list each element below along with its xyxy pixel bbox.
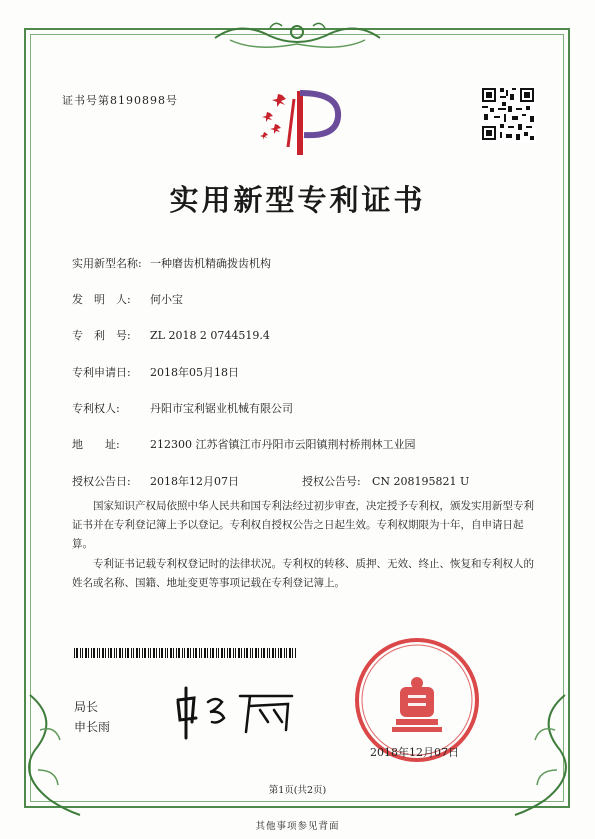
barcode-bar [278,648,279,658]
barcode-bar [199,648,200,658]
barcode-bar [190,648,191,658]
barcode-bar [142,648,143,658]
barcode-bar [176,648,177,658]
barcode-bar [93,648,95,658]
barcode-bar [235,648,236,658]
barcode-bar [221,648,223,658]
field-inventor [72,291,183,307]
field-value: 何小宝 [150,293,183,306]
barcode-bar [119,648,121,658]
barcode-bar [241,648,242,658]
right-bottom-ornament [505,690,575,820]
barcode-bar [76,648,78,658]
barcode-bar [224,648,225,658]
barcode-bar [210,648,211,658]
barcode-bar [125,648,126,658]
barcode-bar [150,648,151,658]
grant-statement-paragraph: 国家知识产权局依照中华人民共和国专利法经过初步审查，决定授予专利权，颁发实用新型专利证书并在专利登记簿上予以登记。专利权自授权公告之日起生效。专利权期限为十年，自申请日起算。 [72,500,534,550]
barcode-bar [80,648,81,658]
barcode-bar [82,648,83,658]
barcode-bar [116,648,117,658]
field-value: 2018年12月07日 [150,475,239,488]
barcode-bar [167,648,168,658]
barcode-bar [295,648,296,658]
barcode-bar [233,648,234,658]
barcode-bar [184,648,185,658]
top-ornament [210,18,385,58]
field-label: 授权公告号: [302,475,361,488]
page-number: 第1页(共2页) [268,785,327,796]
field-value: 一种磨齿机精确拨齿机构 [150,257,271,270]
qr-code [480,86,536,142]
barcode-bar [153,648,155,658]
barcode-bar [244,648,245,658]
barcode-bar [156,648,157,658]
barcode-bar [97,648,98,658]
barcode-bar [195,648,197,658]
field-label: 专利权人: [72,402,120,415]
field-label: 授权公告日: [72,475,131,488]
barcode-bar [286,648,287,658]
barcode-bar [85,648,87,658]
barcode-bar [218,648,219,658]
barcode-bar [275,648,276,658]
cnipa-logo [252,85,348,157]
barcode-bar [133,648,134,658]
barcode-bar [267,648,268,658]
barcode-bar [250,648,251,658]
barcode-bar [122,648,123,658]
barcode-bar [280,648,282,658]
barcode-bar [269,648,270,658]
field-value: CN 208195821 U [372,475,470,488]
barcode-bar [229,648,231,658]
barcode-bar [161,648,163,658]
field-label: 专利申请日: [72,366,131,379]
barcode-bar [136,648,138,658]
barcode-bar [246,648,248,658]
barcode-bar [144,648,146,658]
document-title: 实用新型专利证书 [169,183,426,217]
barcode-bar [272,648,274,658]
barcode-bar [255,648,257,658]
barcode-bar [292,648,293,658]
barcode-bar [159,648,160,658]
legal-status-paragraph: 专利证书记载专利权登记时的法律状况。专利权的转移、质押、无效、终止、恢复和专利权人的姓名或名称、国籍、地址变更等事项记载在专利登记簿上。 [72,558,534,589]
barcode-bar [227,648,228,658]
barcode-bar [102,648,104,658]
barcode-bar [173,648,174,658]
barcode-bar [261,648,262,658]
barcode-bar [193,648,194,658]
barcode-bar [99,648,100,658]
field-value: ZL 2018 2 0744519.4 [150,329,270,342]
barcode-bar [204,648,206,658]
barcode-bar [139,648,140,658]
barcode-bar [127,648,129,658]
footer-note: 其他事项参见背面 [255,821,340,832]
field-value: 丹阳市宝利锯业机械有限公司 [150,402,293,415]
barcode-bar [105,648,106,658]
field-application-date [72,364,239,380]
barcode-bar [170,648,172,658]
seal-date: 2018年12月07日 [370,746,459,759]
field-label: 发 明 人: [72,293,131,306]
barcode-bar [182,648,183,658]
barcode-bar [289,648,291,658]
barcode-bar [216,648,217,658]
field-patentee [72,400,293,416]
barcode-bar [258,648,259,658]
barcode-bar [284,648,285,658]
barcode-bar [187,648,189,658]
field-grant-date [72,473,239,489]
barcode-bar [212,648,214,658]
barcode [74,648,296,658]
certificate-number: 证书号第8190898号 [62,94,178,107]
field-value: 2018年05月18日 [150,366,239,379]
field-utility-model-name [72,255,271,271]
field-grant-number [302,473,469,489]
field-label: 地 址: [72,438,120,451]
signer-name: 申长雨 [74,720,111,734]
barcode-bar [88,648,89,658]
barcode-bar [178,648,180,658]
barcode-bar [201,648,202,658]
barcode-bar [238,648,240,658]
field-address [72,436,416,452]
barcode-bar [114,648,115,658]
barcode-bar [131,648,132,658]
barcode-bar [108,648,109,658]
barcode-bar [148,648,149,658]
barcode-bar [91,648,92,658]
field-value: 212300 江苏省镇江市丹阳市云阳镇荆村桥荆林工业园 [150,438,416,451]
barcode-bar [74,648,75,658]
field-patent-number [72,327,270,343]
field-label: 专 利 号: [72,329,131,342]
handwritten-signature [170,682,300,742]
barcode-bar [263,648,265,658]
barcode-bar [165,648,166,658]
signer-title: 局长 [74,700,99,714]
barcode-bar [207,648,208,658]
field-label: 实用新型名称: [72,257,142,270]
barcode-bar [110,648,112,658]
barcode-bar [252,648,253,658]
